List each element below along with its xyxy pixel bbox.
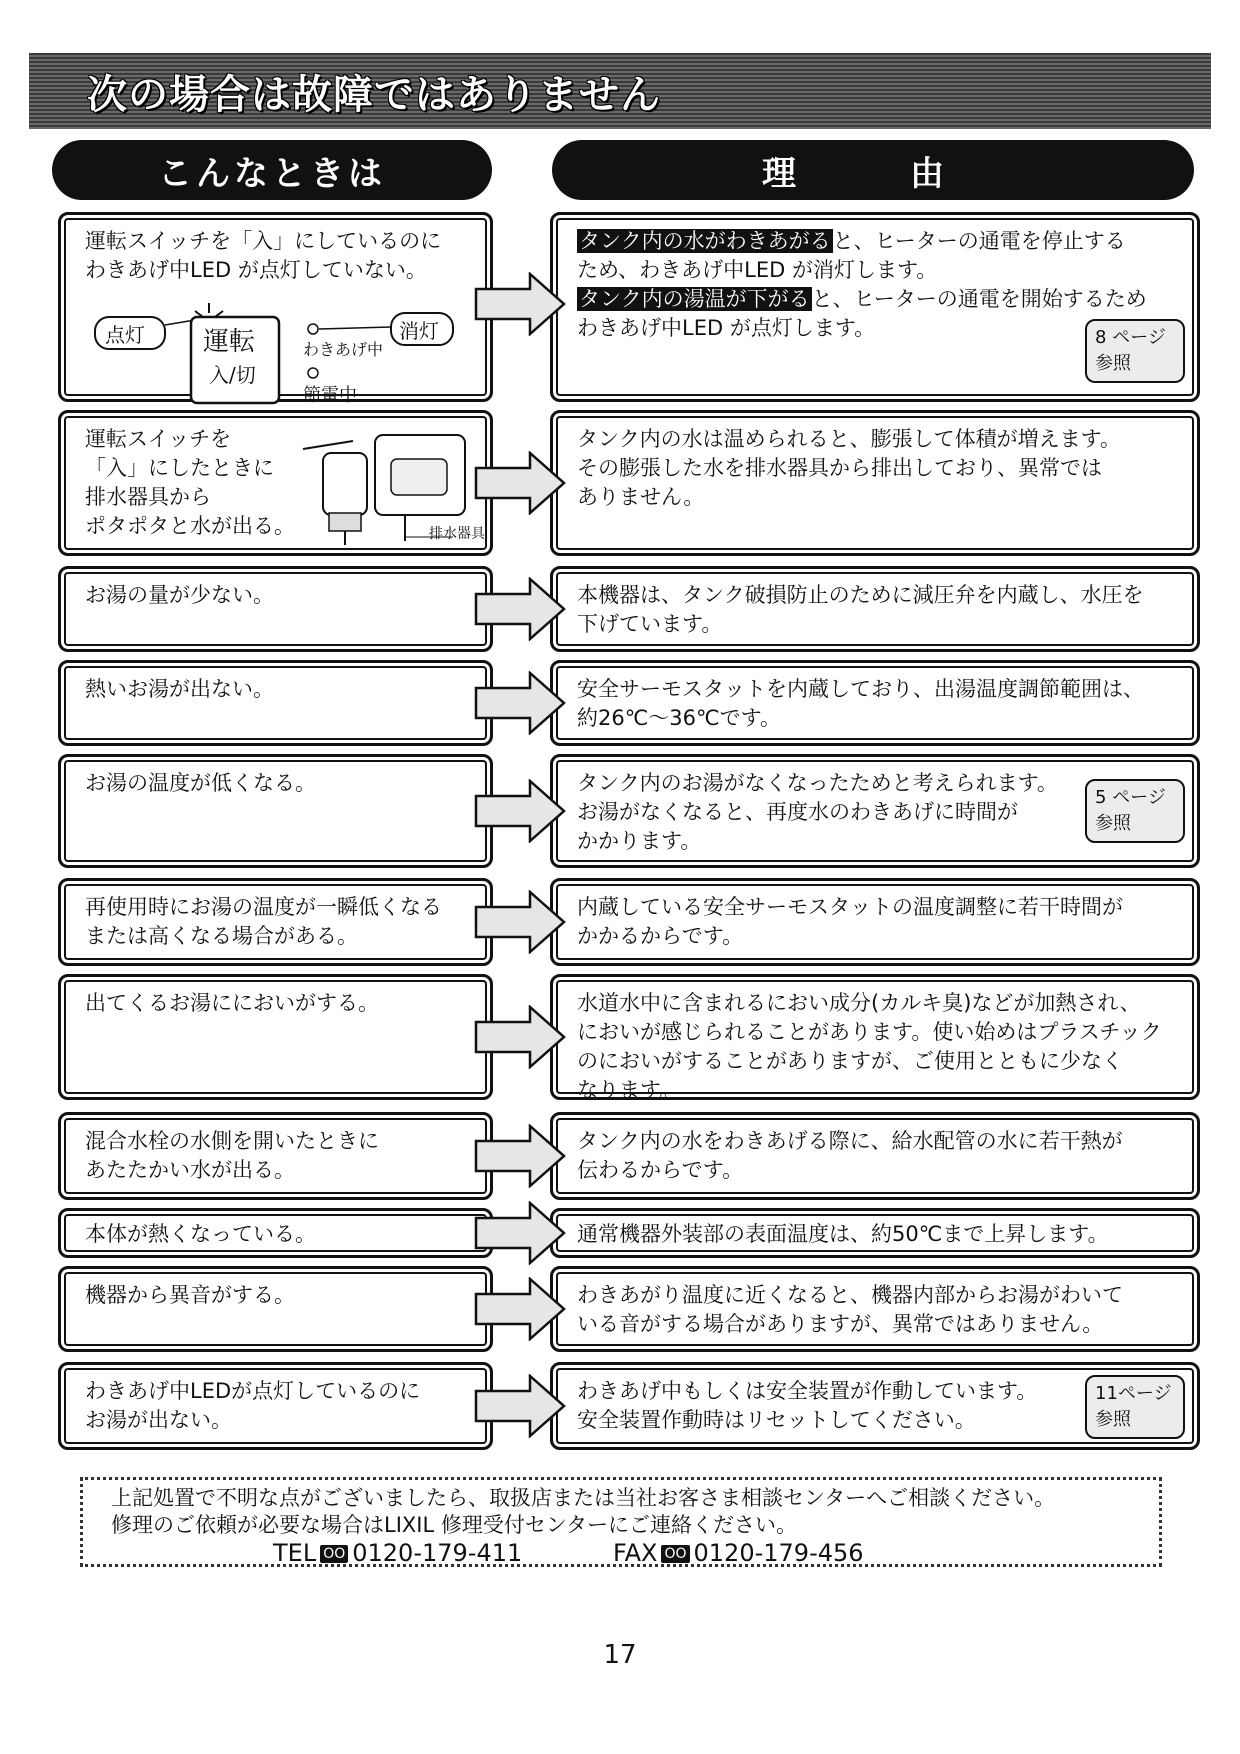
reason-box — [550, 1362, 1200, 1450]
reason-text: わきあがり温度に近くなると、機器内部からお湯がわいて いる音がする場合がありますが、異常ではありません。 — [577, 1283, 1123, 1336]
page-reference: 8 ページ 参照 — [1085, 319, 1185, 383]
reason-box — [550, 878, 1200, 966]
reason-text: 通常機器外装部の表面温度は、約50℃まで上昇します。 — [577, 1222, 1109, 1246]
header-reason: 理 由 — [552, 140, 1194, 200]
symptom-box — [58, 754, 493, 868]
arrow-right-icon — [474, 1201, 566, 1265]
arrow-right-icon — [474, 671, 566, 735]
header-symptom: こんなときは — [52, 140, 492, 200]
freedial-icon: OO — [320, 1545, 348, 1563]
reason-text: 内蔵している安全サーモスタットの温度調整に若干時間が かかるからです。 — [577, 895, 1123, 948]
symptom-box — [58, 212, 493, 406]
reason-box — [550, 754, 1200, 868]
page-title: 次の場合は故障ではありません — [87, 72, 661, 118]
reason-box — [550, 410, 1200, 556]
tel-number: TEL OO 0120-179-411 — [273, 1539, 523, 1567]
symptom-text: 本体が熱くなっている。 — [85, 1222, 316, 1246]
off-label: 消灯 — [399, 319, 439, 343]
symptom-text: 運転スイッチを「入」にしているのに わきあげ中LED が点灯していない。 — [85, 229, 442, 282]
reason-box — [550, 974, 1200, 1100]
symptom-box — [58, 1362, 493, 1450]
symptom-box — [58, 878, 493, 966]
symptom-text: 熱いお湯が出ない。 — [85, 677, 274, 701]
arrow-right-icon — [474, 1005, 566, 1069]
page-reference: 5 ページ 参照 — [1085, 779, 1185, 843]
reason-box — [550, 1266, 1200, 1352]
switch-diagram — [91, 295, 461, 405]
off-leader-line — [319, 327, 391, 329]
symptom-text: 混合水栓の水側を開いたときに あたたかい水が出る。 — [85, 1129, 379, 1182]
symptom-box — [58, 566, 493, 652]
symptom-box — [58, 410, 493, 556]
reason-text: タンク内の水は温められると、膨張して体積が増えます。 その膨張した水を排水器具から排出しており、異常では ありません。 — [577, 427, 1121, 509]
highlight-text: タンク内の水がわきあがる — [579, 229, 831, 253]
symptom-box — [58, 974, 493, 1100]
arrow-right-icon — [474, 1374, 566, 1438]
arrow-right-icon — [474, 451, 566, 515]
reason-text: タンク内のお湯がなくなったためと考えられます。 お湯がなくなると、再度水のわきあげに時間が かかります。 — [577, 771, 1058, 853]
reason-box — [550, 660, 1200, 746]
symptom-text: お湯の量が少ない。 — [85, 583, 274, 607]
arrow-right-icon — [474, 779, 566, 843]
reason-text: 本機器は、タンク破損防止のために減圧弁を内蔵し、水圧を 下げています。 — [577, 583, 1144, 636]
switch-label: 運転 — [203, 327, 256, 357]
reason-text: タンク内の水をわきあげる際に、給水配管の水に若干熱が 伝わるからです。 — [577, 1129, 1123, 1182]
symptom-text: 出てくるお湯ににおいがする。 — [85, 991, 379, 1015]
symptom-text: 運転スイッチを 「入」にしたときに 排水器具から ポタポタと水が出る。 — [85, 427, 295, 538]
heating-label: わきあげ中 — [303, 340, 384, 359]
fax-number: FAX OO 0120-179-456 — [613, 1539, 864, 1567]
arrow-right-icon — [474, 577, 566, 641]
title-bar — [29, 53, 1211, 129]
symptom-box — [58, 660, 493, 746]
reason-text: わきあげ中もしくは安全装置が作動しています。 安全装置作動時はリセットしてください。 — [577, 1379, 1038, 1432]
symptom-text: 機器から異音がする。 — [85, 1283, 295, 1307]
notice-line-1: 上記処置で不明な点がございましたら、取扱店または当社お客さま相談センターへご相談ください。 — [111, 1486, 1056, 1510]
reason-box — [550, 212, 1200, 402]
symptom-box — [58, 1266, 493, 1352]
notice-line-2: 修理のご依頼が必要な場合はLIXIL 修理受付センターにご連絡ください。 — [111, 1513, 798, 1537]
reason-text: 安全サーモスタットを内蔵しており、出湯温度調節範囲は、 約26℃～36℃です。 — [577, 677, 1144, 730]
symptom-text: 再使用時にお湯の温度が一瞬低くなる または高くなる場合がある。 — [85, 895, 442, 948]
drain-device-label: 排水器具 — [429, 526, 485, 542]
highlight-text: タンク内の湯温が下がる — [579, 287, 810, 311]
symptom-box — [58, 1112, 493, 1200]
contact-notice — [80, 1477, 1162, 1567]
reason-text: 水道水中に含まれるにおい成分(カルキ臭)などが加熱され、 においが感じられることがあります。使い始めはプラスチック のにおいがすることがありますが、ご使用とともに少なく なります。 — [577, 991, 1162, 1102]
symptom-text: わきあげ中LEDが点灯しているのに お湯が出ない。 — [85, 1379, 421, 1432]
reason-box — [550, 1112, 1200, 1200]
page-number: 17 — [603, 1640, 637, 1670]
reason-box — [550, 1208, 1200, 1258]
switch-sub-label: 入/切 — [209, 363, 256, 387]
led-heating-circle — [308, 324, 318, 334]
reason-text: タンク内の水がわきあがると、ヒーターの通電を停止する ため、わきあげ中LED が消灯します。 タンク内の湯温が下がると、ヒーターの通電を開始するため わきあげ中LED が点灯します。 — [577, 229, 1147, 340]
symptom-box — [58, 1208, 493, 1258]
page-reference: 11ページ 参照 — [1085, 1375, 1185, 1439]
arrow-right-icon — [474, 272, 566, 336]
arrow-right-icon — [474, 1124, 566, 1188]
symptom-text: お湯の温度が低くなる。 — [85, 771, 316, 795]
arrow-right-icon — [474, 890, 566, 954]
freedial-icon: OO — [661, 1545, 689, 1563]
led-lit-icon — [195, 303, 223, 317]
lit-label: 点灯 — [105, 323, 145, 347]
eco-label: 節電中 — [303, 385, 357, 406]
reason-box — [550, 566, 1200, 652]
led-eco-circle — [308, 368, 318, 378]
arrow-right-icon — [474, 1277, 566, 1341]
